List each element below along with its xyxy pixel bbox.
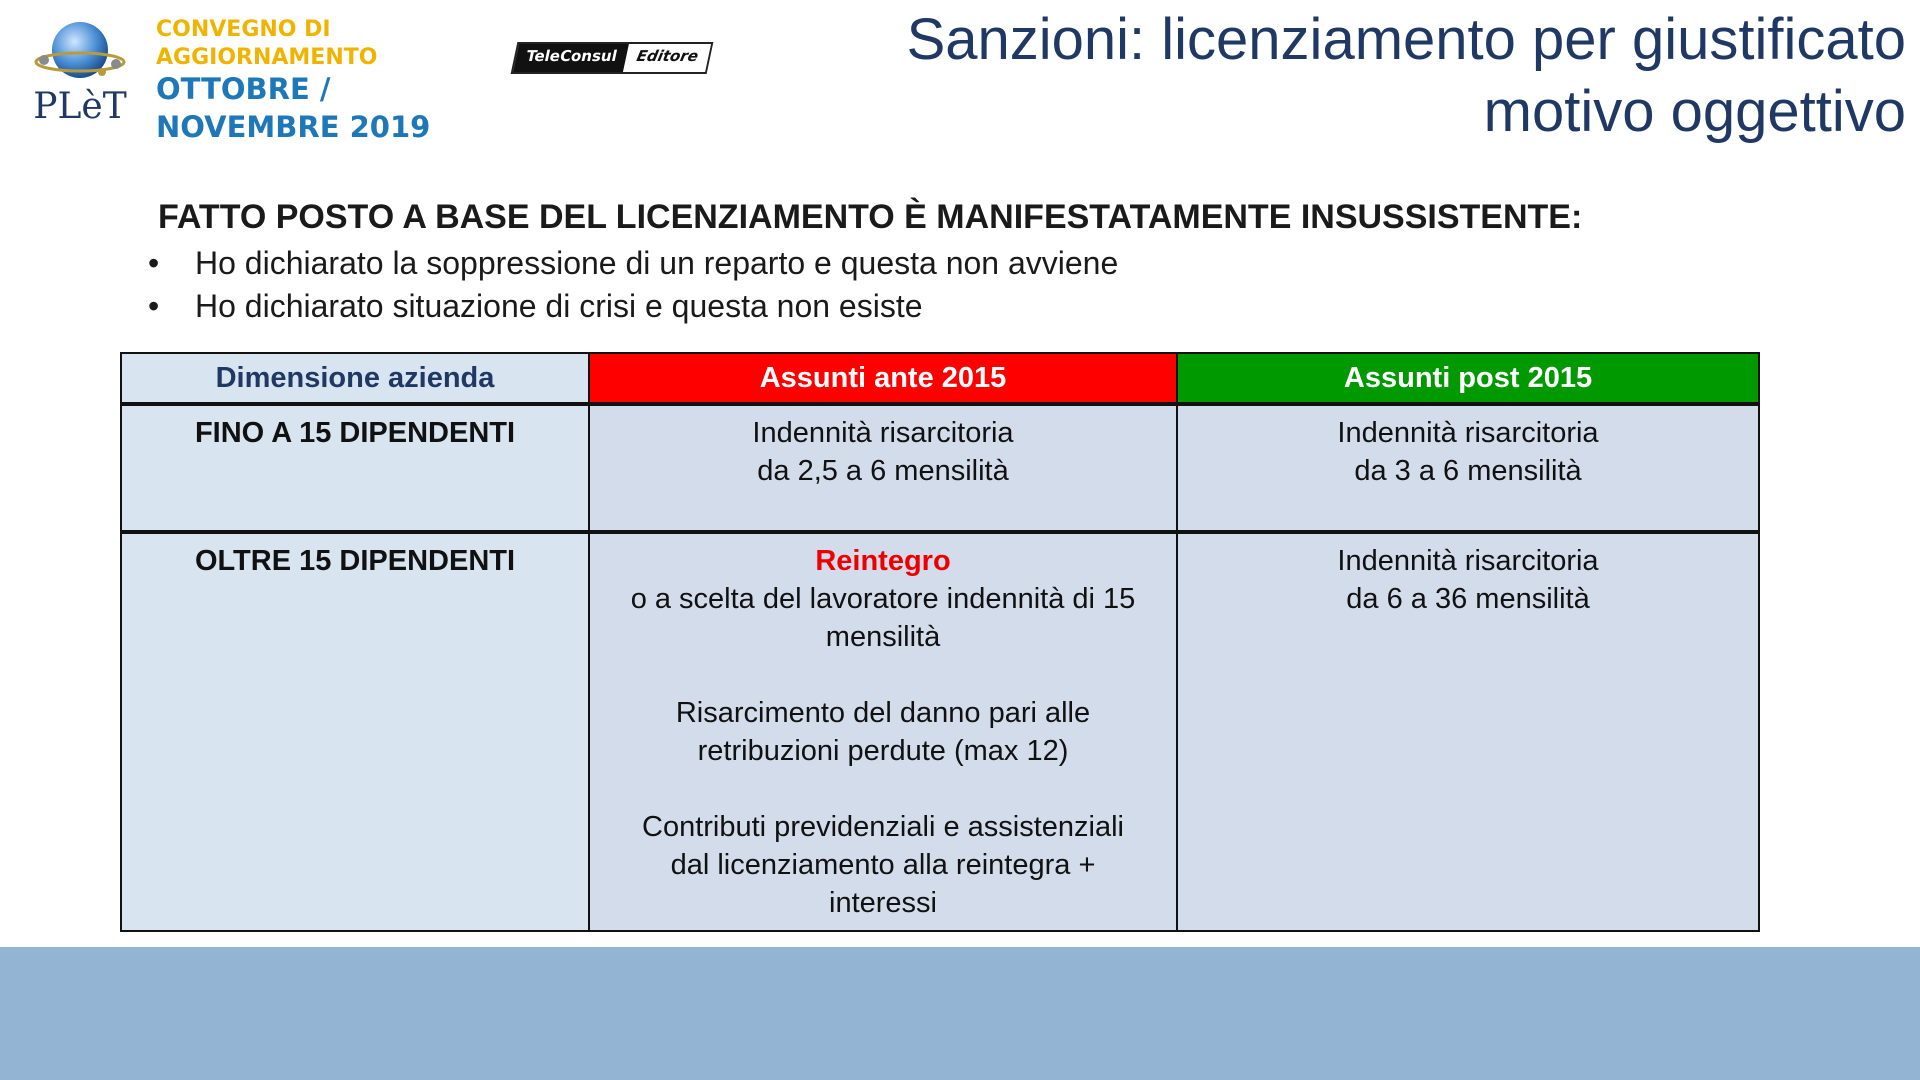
row-label-up-to-15: FINO A 15 DIPENDENTI [121,404,589,532]
cell-post-over-15: Indennità risarcitoria da 6 a 36 mensilità [1177,532,1759,931]
teleconsul-logo [511,42,713,74]
cell-ante-over-15: Reintegro o a scelta del lavoratore indennità di 15 mensilità Risarcimento del danno pari alle retribuzioni perdute (max 12) Contributi previdenziali e assistenziali dal licenziamento alla reintegra + interessi [589,532,1177,931]
table-header-row [121,353,1759,404]
table-row [121,404,1759,532]
footer-band [0,947,1920,1080]
logo-text: PLèT [33,86,127,127]
intro-heading: FATTO POSTO A BASE DEL LICENZIAMENTO È MANIFESTATAMENTE INSUSSISTENTE: [158,198,1583,236]
header-company-size: Dimensione azienda [121,353,589,404]
bullet-item: • Ho dichiarato la soppressione di un reparto e questa non avviene [148,242,1118,285]
bullet-dot-icon: • [148,288,160,324]
conference-line-1: CONVEGNO DI [156,17,331,42]
conference-label [156,16,430,146]
title-line-1: Sanzioni: licenziamento per giustificato [906,7,1906,72]
bullet-item: • Ho dichiarato situazione di crisi e questa non esiste [148,285,1118,328]
intro-bullets [148,242,1118,328]
publisher-suffix: Editore [623,44,710,72]
publisher-name: TeleConsul [513,44,629,72]
cell-post-up-to-15: Indennità risarcitoria da 3 a 6 mensilità [1177,404,1759,532]
conference-line-2: AGGIORNAMENTO [156,44,378,70]
plet-logo [30,18,130,128]
header-hired-before-2015: Assunti ante 2015 [589,353,1177,404]
row-label-over-15: OLTRE 15 DIPENDENTI [121,532,589,931]
period-line-1: OTTOBRE / [156,72,331,107]
period-line-2: NOVEMBRE 2019 [156,109,431,144]
bullet-dot-icon: • [148,245,160,281]
reintegro-label: Reintegro [815,545,951,577]
header-hired-after-2015: Assunti post 2015 [1177,353,1759,404]
table-row [121,532,1759,931]
cell-ante-up-to-15: Indennità risarcitoria da 2,5 a 6 mensilità [589,404,1177,532]
page-title [806,4,1906,148]
title-line-2: motivo oggettivo [1483,79,1906,144]
sanctions-table [120,352,1760,932]
